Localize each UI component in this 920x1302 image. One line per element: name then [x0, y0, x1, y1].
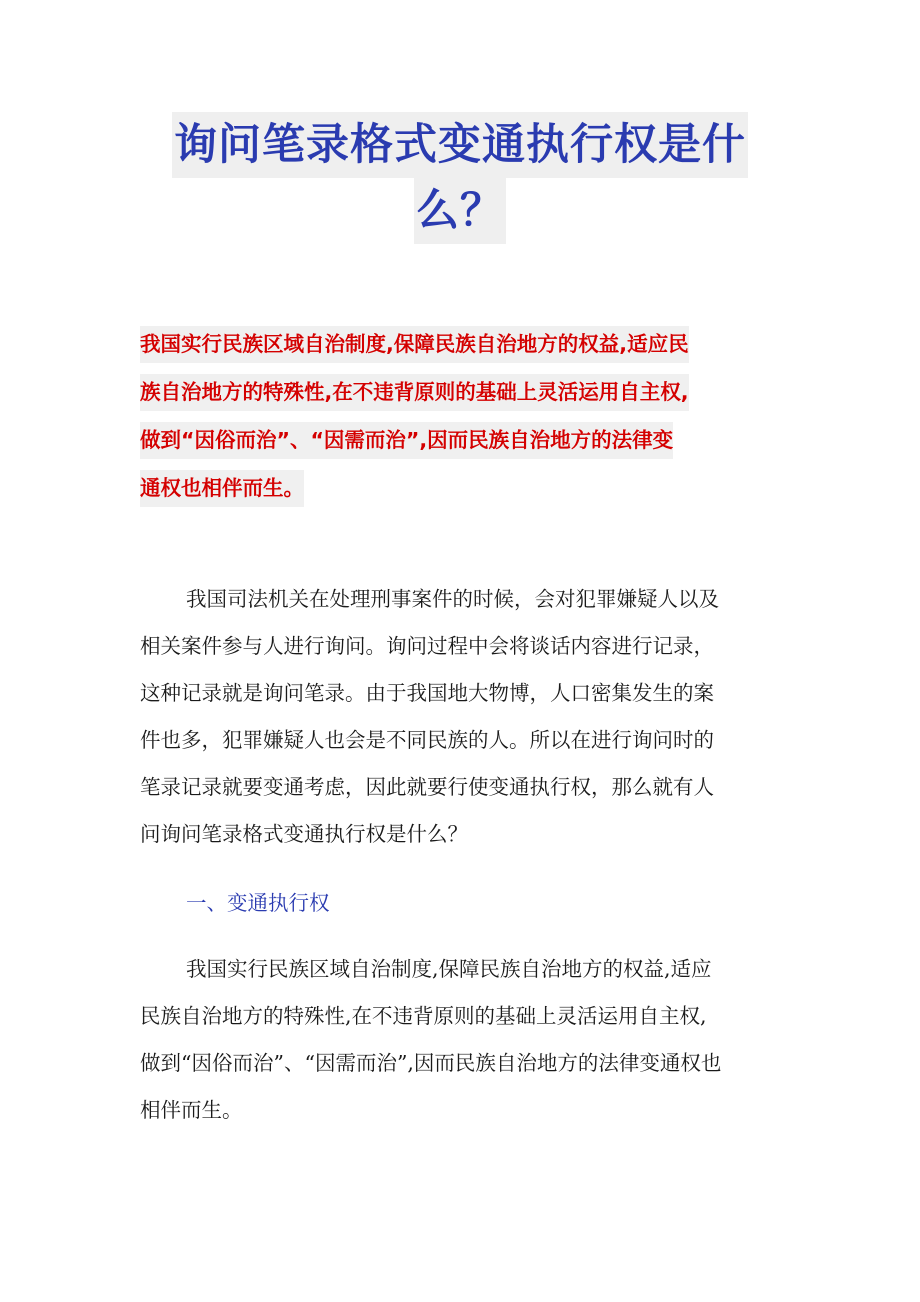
section-line-4: 相伴而生。: [140, 1098, 243, 1122]
intro-line-6: 问询问笔录格式变通执行权是什么？: [140, 822, 468, 846]
section-paragraph: [140, 946, 790, 1134]
intro-line-5: 笔录记录就要变通考虑，因此就要行使变通执行权，那么就有人: [140, 775, 714, 799]
intro-paragraph: [140, 576, 790, 858]
summary-highlight: [140, 326, 790, 518]
summary-line-3: 做到“因俗而治”、“因需而治”,因而民族自治地方的法律变: [140, 422, 673, 459]
section-line-2: 民族自治地方的特殊性,在不违背原则的基础上灵活运用自主权,: [140, 1004, 707, 1028]
intro-line-1: 我国司法机关在处理刑事案件的时候，会对犯罪嫌疑人以及: [186, 587, 719, 611]
summary-line-1: 我国实行民族区域自治制度,保障民族自治地方的权益,适应民: [140, 326, 689, 363]
title-line-2: 么？: [414, 178, 506, 244]
summary-line-2: 族自治地方的特殊性,在不违背原则的基础上灵活运用自主权,: [140, 374, 689, 411]
intro-line-3: 这种记录就是询问笔录。由于我国地大物博，人口密集发生的案: [140, 681, 714, 705]
document-title: [140, 112, 780, 244]
title-line-1: 询问笔录格式变通执行权是什: [172, 112, 748, 178]
summary-line-4: 通权也相伴而生。: [140, 470, 304, 507]
section-heading: 一、变通执行权: [186, 891, 330, 915]
intro-line-4: 件也多，犯罪嫌疑人也会是不同民族的人。所以在进行询问时的: [140, 728, 714, 752]
section-line-3: 做到“因俗而治”、“因需而治”,因而民族自治地方的法律变通权也: [140, 1051, 722, 1075]
section-line-1: 我国实行民族区域自治制度,保障民族自治地方的权益,适应: [186, 957, 712, 981]
intro-line-2: 相关案件参与人进行询问。询问过程中会将谈话内容进行记录，: [140, 634, 714, 658]
